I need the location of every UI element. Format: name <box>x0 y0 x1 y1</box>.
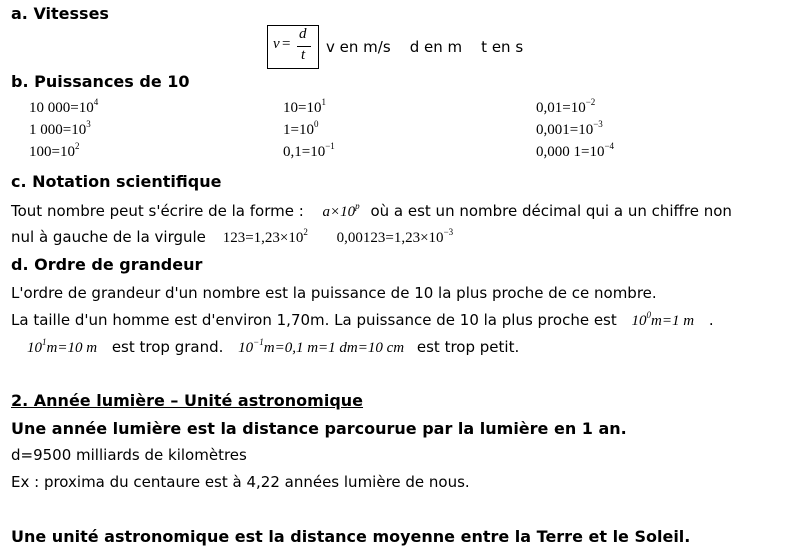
notation-line2: nul à gauche de la virgule $123=1,23\times 10^2$ $0,00123=1,23\times 10^{-3}$ <box>11 227 454 246</box>
formula-lhs: v <box>273 36 280 52</box>
notation-example-1: $123=1,23\times 10^2$ <box>222 227 308 246</box>
notation-example-2: $0,00123=1,23\times 10^{-3}$ <box>336 227 454 246</box>
power-r1c3: $0,01=10^{-2}$ <box>536 97 596 116</box>
notation-line1: Tout nombre peut s'écrire de la forme : $a\times 10^p$ où a est un nombre décimal qui a un chiffre non <box>11 201 732 220</box>
ordre-formula-homme: $10^0m=1$ m <box>631 310 695 329</box>
formula-numerator: d <box>299 26 307 42</box>
power-r2c3: $0,001=10^{-3}$ <box>536 119 603 138</box>
power-r3c3: 0,000 $1=10^{-4}$ <box>536 141 615 160</box>
unite-astronomique-definition: Une unité astronomique est la distance moyenne entre la Terre et le Soleil. <box>11 527 691 546</box>
units-text: v en m/s d en m t en s <box>326 38 524 56</box>
power-r1c2: $10=10^1$ <box>283 97 326 116</box>
power-r3c2: $0,1=10^{-1}$ <box>283 141 335 160</box>
heading-vitesses: a. Vitesses <box>11 4 109 23</box>
ordre-line3: $10^1m=10$ m est trop grand. $10^{-1}m=0,1$ m=1 dm=10 cm est trop petit. <box>27 337 520 356</box>
formula-denominator: t <box>301 47 306 63</box>
notation-form-formula: $a\times 10^p$ <box>322 201 360 220</box>
ordre-line1: L'ordre de grandeur d'un nombre est la puissance de 10 la plus proche de ce nombre. <box>11 284 657 302</box>
heading-annee-lumiere: 2. Année lumière – Unité astronomique <box>11 391 364 410</box>
speed-formula-box <box>267 25 319 69</box>
ordre-formula-petit: $10^{-1}m=0,1$ m=1 dm=10 cm <box>238 337 405 356</box>
formula-eq: = <box>282 36 291 52</box>
heading-notation: c. Notation scientifique <box>11 172 222 191</box>
ordre-line2: La taille d'un homme est d'environ 1,70m. La puissance de 10 la plus proche est $10^0m=1$ m . <box>11 310 714 329</box>
annee-lumiere-definition: Une année lumière est la distance parcourue par la lumière en 1 an. <box>11 419 627 438</box>
power-r2c1: 1 $000=10^3$ <box>29 119 91 138</box>
power-r3c1: $100=10^2$ <box>29 141 80 160</box>
heading-ordre: d. Ordre de grandeur <box>11 255 203 274</box>
ordre-formula-grand: $10^1m=10$ m <box>27 337 98 356</box>
heading-puissances: b. Puissances de 10 <box>11 72 190 91</box>
annee-lumiere-distance: d=9500 milliards de kilomètres <box>11 446 247 464</box>
annee-lumiere-example: Ex : proxima du centaure est à 4,22 années lumière de nous. <box>11 473 470 491</box>
power-r1c1: 10 $000=10^4$ <box>29 97 99 116</box>
power-r2c2: $1=10^0$ <box>283 119 319 138</box>
